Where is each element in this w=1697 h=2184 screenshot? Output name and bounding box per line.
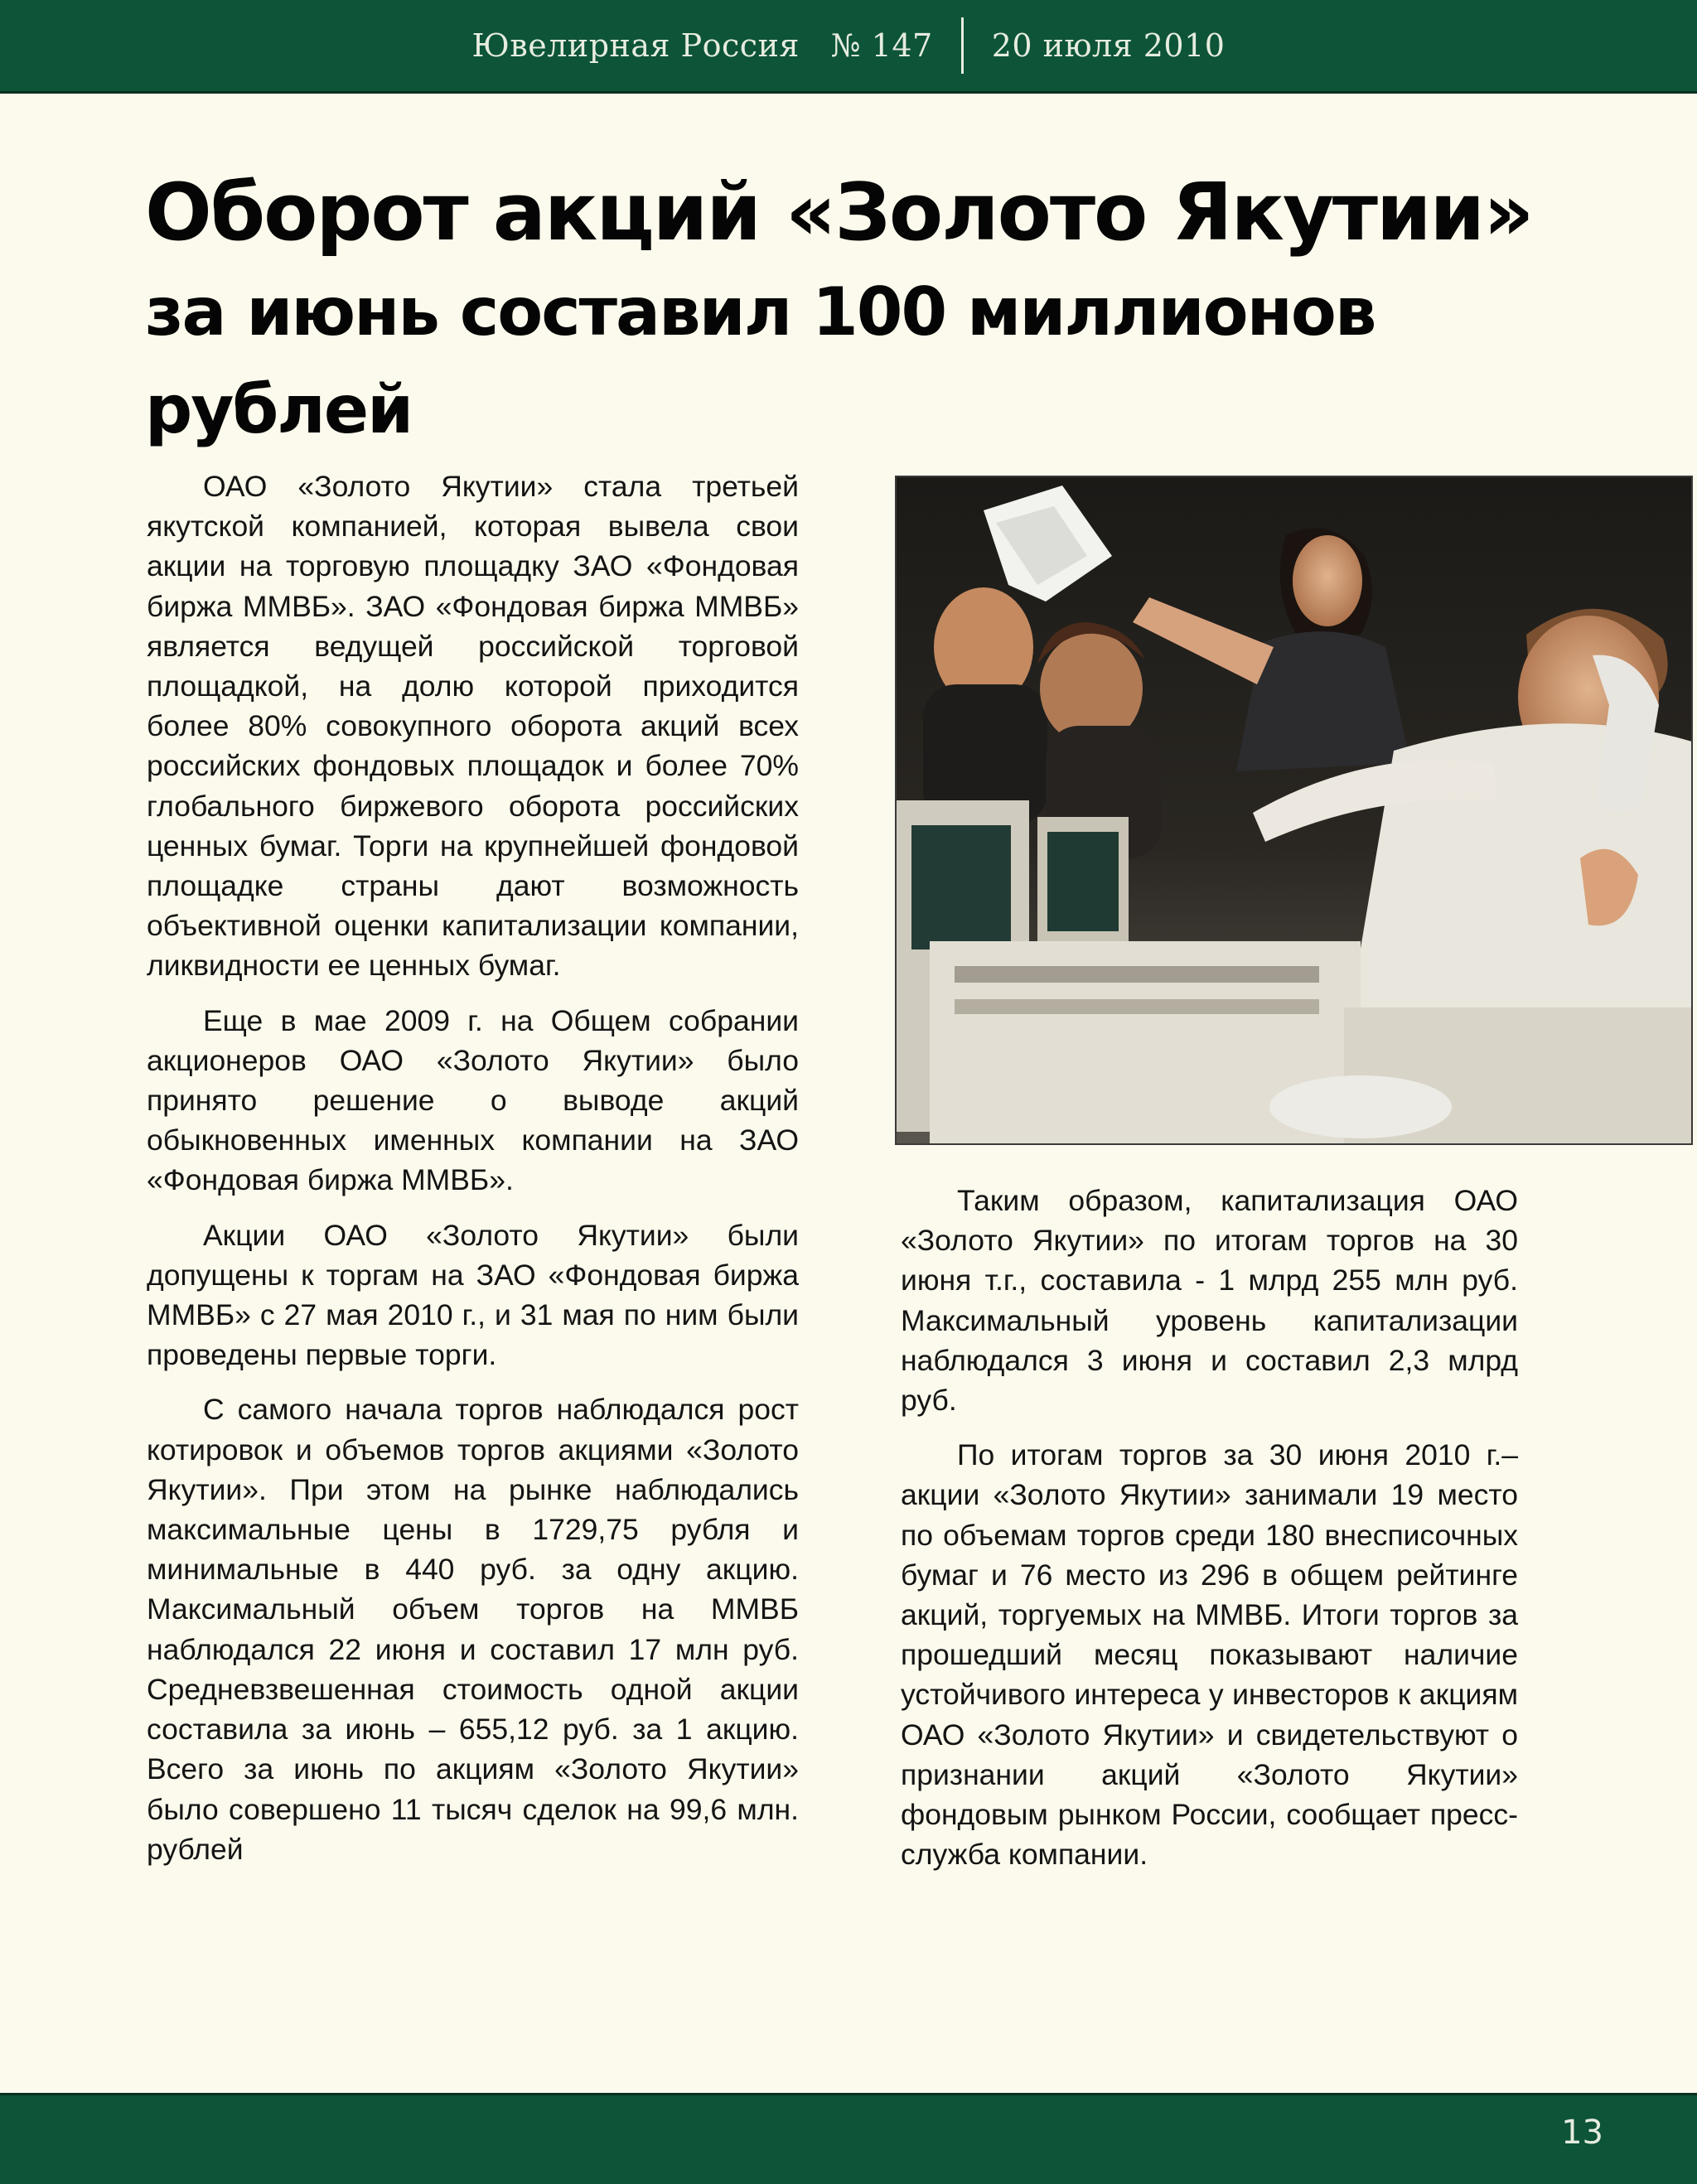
footer-bar (0, 2093, 1697, 2184)
headline-main: Оборот акций «Золото Якутии» (145, 167, 1533, 259)
paragraph: Акции ОАО «Золото Якутии» были допущены к торгам на ЗАО «Фондовая биржа ММВБ» с 27 мая 2010 г., и 31 мая по ним были проведены первые торги. (147, 1218, 799, 1372)
header-publication-issue (472, 27, 961, 64)
trading-floor-photo (895, 476, 1693, 1145)
issue-date: 20 июля 2010 (991, 27, 1226, 64)
paragraph: Еще в мае 2009 г. на Общем собрании акционеров ОАО «Золото Якутии» было принято решение о выводе акций обыкновенных именных компании на ЗАО «Фондовая биржа ММВБ». (147, 1003, 799, 1197)
issue-number: № 147 (830, 27, 933, 64)
article-column-right (901, 1181, 1518, 1889)
paragraph: ОАО «Золото Якутии» стала третьей якутской компанией, которая вывела свои акции на торговую площадку ЗАО «Фондовая биржа ММВБ». ЗАО «Фондовая биржа ММВБ» является ведущей российской торговой площадкой, на долю которой приходится более 80% совокупного оборота акций всех российских фондовых площадок и более 70% глобального биржевого оборота российских ценных бумаг. Торги на крупнейшей фондовой площадке страны дают возможность объективной оценки капитализации компании, ликвидности ее ценных бумаг. (147, 470, 799, 983)
header-bar (0, 0, 1697, 94)
page-number: 13 (1561, 2114, 1603, 2152)
photo-illustration (897, 477, 1693, 1145)
paragraph: С самого начала торгов наблюдался рост котировок и объемов торгов акциями «Золото Якутии». При этом на рынке наблюдались максимальные цены в 1729,75 рубля и минимальные в 440 руб. за одну акцию. Максимальный объем торгов на ММВБ наблюдался 22 июня и составил 17 млн руб. Средневзвешенная стоимость одной акции составила за июнь – 655,12 руб. за 1 акцию. Всего за июнь по акциям «Золото Якутии» было совершено 11 тысяч сделок на 99,6 млн. рублей (147, 1393, 799, 1866)
paragraph: Таким образом, капитализация ОАО «Золото Якутии» по итогам торгов на 30 июня т.г., составила - 1 млрд 255 млн руб. Максимальный уровень капитализации наблюдался 3 июня и составил 2,3 млрд руб. (901, 1184, 1518, 1418)
headline (145, 162, 1620, 459)
publication-name: Ювелирная Россия (471, 27, 800, 64)
headline-sub: за июнь составил 100 миллионов рублей (145, 273, 1375, 448)
header-content (0, 0, 1697, 91)
paragraph: По итогам торгов за 30 июня 2010 г.– акции «Золото Якутии» занимали 19 место по объемам торгов среди 180 внесписочных бумаг и 76 место из 296 в общем рейтинге акций, торгуемых на ММВБ. Итоги торгов за прошедший месяц показывают наличие устойчивого интереса у инвесторов к акциям ОАО «Золото Якутии» и свидетельствуют о признании акций «Золото Якутии» фондовым рынком России, сообщает пресс-служба компании. (901, 1438, 1518, 1872)
article-column-left (147, 466, 799, 1884)
